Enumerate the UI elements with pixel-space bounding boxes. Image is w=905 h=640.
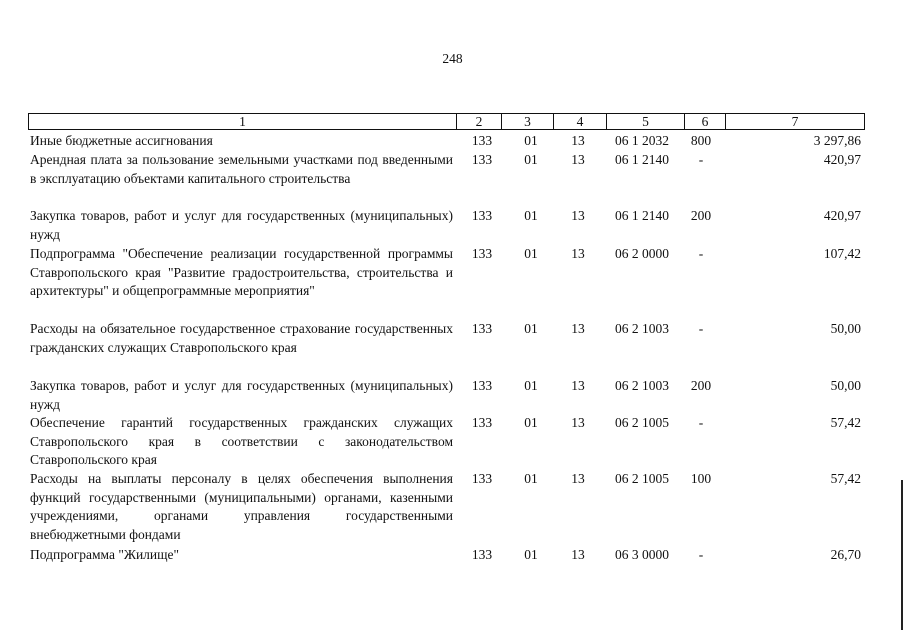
row-target-code: 06 1 2140 <box>615 152 669 167</box>
row-subsection: 13 <box>571 321 585 336</box>
row-description: Иные бюджетные ассигнования <box>30 133 213 148</box>
row-target-code: 06 3 0000 <box>615 547 669 562</box>
row-description: Закупка товаров, работ и услуг для государственных (муниципальных) нужд <box>30 208 453 242</box>
row-subsection: 13 <box>571 471 585 486</box>
page-number: 248 <box>442 51 463 66</box>
row-description: Закупка товаров, работ и услуг для государственных (муниципальных) нужд <box>30 378 453 412</box>
row-subsection: 13 <box>571 152 585 167</box>
row-description: Подпрограмма "Жилище" <box>30 547 180 562</box>
row-section: 01 <box>524 471 538 486</box>
row-section: 01 <box>524 133 538 148</box>
row-target-code: 06 2 0000 <box>615 246 669 261</box>
row-grbs: 133 <box>471 378 493 393</box>
row-description: Обеспечение гарантий государственных гражданских служащих Ставропольского края в соответствии с законодательством Ставропольского края <box>30 415 453 468</box>
row-expense-type: 800 <box>690 133 712 148</box>
row-section: 01 <box>524 152 538 167</box>
scan-edge-line <box>901 480 903 630</box>
column-header-6: 6 <box>684 113 726 130</box>
column-header-7: 7 <box>725 113 865 130</box>
row-amount: 50,00 <box>830 378 861 393</box>
row-grbs: 133 <box>471 547 493 562</box>
row-subsection: 13 <box>571 208 585 223</box>
row-amount: 420,97 <box>823 208 861 223</box>
column-header-4: 4 <box>553 113 607 130</box>
row-expense-type: 200 <box>690 208 712 223</box>
row-target-code: 06 2 1003 <box>615 321 669 336</box>
row-amount: 3 297,86 <box>813 133 861 148</box>
column-header-3: 3 <box>501 113 554 130</box>
row-expense-type: - <box>698 415 704 430</box>
row-target-code: 06 2 1005 <box>615 415 669 430</box>
row-expense-type: - <box>698 547 704 562</box>
column-header-2: 2 <box>456 113 502 130</box>
row-section: 01 <box>524 378 538 393</box>
row-description: Расходы на выплаты персоналу в целях обеспечения выполнения функций государственными (муниципальными) органами, казенными учреждениями, органами управления государственными внебюджетными фондами <box>30 471 453 542</box>
row-amount: 420,97 <box>823 152 861 167</box>
row-expense-type: - <box>698 321 704 336</box>
row-amount: 107,42 <box>823 246 861 261</box>
row-expense-type: - <box>698 246 704 261</box>
row-subsection: 13 <box>571 133 585 148</box>
row-grbs: 133 <box>471 208 493 223</box>
table-header <box>28 113 865 130</box>
row-subsection: 13 <box>571 246 585 261</box>
row-grbs: 133 <box>471 246 493 261</box>
row-grbs: 133 <box>471 321 493 336</box>
column-header-5: 5 <box>606 113 685 130</box>
row-subsection: 13 <box>571 547 585 562</box>
row-section: 01 <box>524 321 538 336</box>
row-section: 01 <box>524 547 538 562</box>
row-section: 01 <box>524 415 538 430</box>
row-target-code: 06 2 1003 <box>615 378 669 393</box>
row-subsection: 13 <box>571 415 585 430</box>
row-grbs: 133 <box>471 471 493 486</box>
row-description: Подпрограмма "Обеспечение реализации государственной программы Ставропольского края "Развитие градостроительства, строительства и архитектуры" и общепрограммные мероприятия" <box>30 246 453 299</box>
row-target-code: 06 1 2032 <box>615 133 669 148</box>
row-description: Расходы на обязательное государственное страхование государственных гражданских служащих Ставропольского края <box>30 321 453 355</box>
row-expense-type: 100 <box>690 471 712 486</box>
row-section: 01 <box>524 246 538 261</box>
row-grbs: 133 <box>471 415 493 430</box>
row-grbs: 133 <box>471 133 493 148</box>
row-amount: 57,42 <box>830 471 861 486</box>
row-target-code: 06 2 1005 <box>615 471 669 486</box>
row-section: 01 <box>524 208 538 223</box>
row-grbs: 133 <box>471 152 493 167</box>
row-amount: 26,70 <box>830 547 861 562</box>
column-header-1: 1 <box>28 113 457 130</box>
row-expense-type: - <box>698 152 704 167</box>
row-description: Арендная плата за пользование земельными участками под введенными в эксплуатацию объектами капитального строительства <box>30 152 453 186</box>
row-expense-type: 200 <box>690 378 712 393</box>
row-amount: 50,00 <box>830 321 861 336</box>
row-target-code: 06 1 2140 <box>615 208 669 223</box>
row-amount: 57,42 <box>830 415 861 430</box>
row-subsection: 13 <box>571 378 585 393</box>
